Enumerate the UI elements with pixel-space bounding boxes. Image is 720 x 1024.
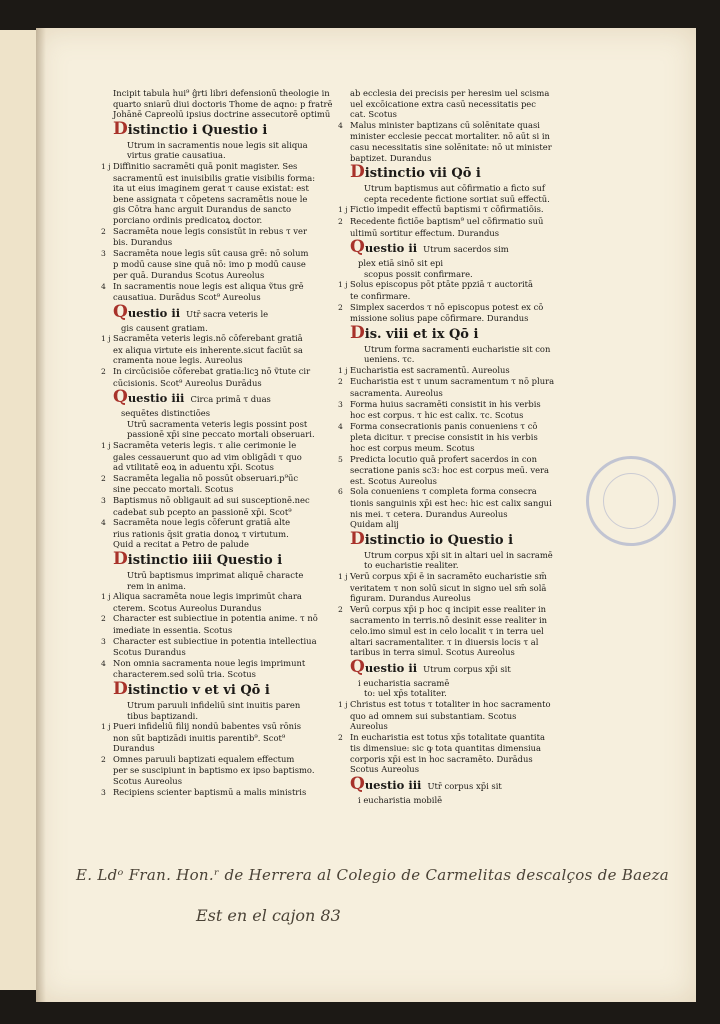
line-text: Solus episcopus pōt ptāte ppziā τ auctoritā (350, 279, 533, 290)
line-text: altari sacramentaliter. τ in diuersis locis τ al (350, 636, 539, 647)
line-text: imediate in essentia. Scotus (113, 624, 233, 635)
margin-numeral: 4 (101, 281, 106, 291)
line-text: causatiua. Durādus Scot⁹ Aureolus (113, 292, 261, 303)
heading-text: uestio iii (127, 391, 185, 406)
line-text: Aliqua sacramēta noue legis imprimūt chara (113, 591, 302, 602)
line-text: figuram. Durandus Aureolus (350, 593, 471, 604)
line-text: gales cessauerunt quo ad vim obligādi τ quo (113, 451, 302, 462)
line-text: bis. Durandus (113, 237, 173, 248)
rubricated-initial: D (350, 162, 365, 183)
handwritten-ownership-note: E. Ldᵒ Fran. Hon.ʳ de Herrera al Colegio de Carmelitas descalços de Baeza (76, 866, 670, 884)
heading-text: istinctio i Questio i (127, 122, 268, 138)
line-text: Recipiens scienter baptismū a malis ministris (113, 786, 307, 797)
text-line (350, 258, 572, 269)
margin-numeral: 5 (338, 454, 343, 464)
text-line (350, 269, 572, 280)
text-line (113, 408, 335, 419)
text-line (350, 228, 572, 239)
heading-note: Circa primā τ duas (190, 394, 271, 405)
line-text: Sacramēta noue legis sūt causa grē: nō solum (113, 247, 309, 258)
text-line (350, 131, 572, 142)
line-text: Malus minister baptizans cū solēnitate quasi (350, 119, 540, 130)
heading-note: Utrum sacerdos sim (423, 244, 509, 255)
text-line (350, 183, 572, 194)
heading-text: is. viii et ix Qō i (364, 326, 479, 342)
text-line (338, 215, 572, 228)
margin-numeral: 1 j (338, 280, 348, 290)
line-text: p modū cause sine quā nō: imo p modū cause (113, 259, 306, 270)
section-heading (350, 528, 572, 549)
line-text: Durandus (113, 743, 155, 754)
margin-numeral: 1 j (338, 699, 348, 709)
line-text: Verū corpus xp̄i ē in sacramēto eucharistie sm̄ (350, 570, 547, 581)
section-heading (350, 164, 572, 182)
text-line (350, 354, 572, 365)
text-line (101, 472, 335, 485)
text-line (338, 301, 572, 314)
text-line (113, 700, 335, 711)
text-line (113, 237, 335, 248)
line-text: per se suscipiunt in baptismo ex ipso baptismo. (113, 765, 315, 776)
line-text: Fictio impedit effectū baptismi τ cōfirmatiōis. (350, 204, 544, 215)
line-text: i eucharistia mobilē (358, 795, 443, 806)
text-line (113, 259, 335, 270)
line-text: Predicta locutio quā profert sacerdos in con (350, 453, 537, 464)
line-text: ab ecclesia dei precisis per heresim uel scisma (350, 88, 550, 98)
text-line (113, 669, 335, 680)
text-line (101, 635, 335, 648)
text-line (113, 765, 335, 776)
margin-numeral: 3 (101, 636, 106, 646)
margin-numeral: 1 j (101, 161, 111, 171)
text-line (350, 550, 572, 561)
text-line (350, 443, 572, 454)
text-line (113, 173, 335, 184)
line-text: Utrum corpus xp̄i sit in altari uel in sacramē (364, 549, 553, 560)
line-text: cepta recedente fictione sortiat suū effectū. (364, 193, 550, 204)
section-heading (113, 118, 335, 139)
line-text: secratione panis sc3: hoc est corpus meū. vera (350, 465, 550, 476)
heading-text: uestio ii (364, 241, 418, 256)
text-line (338, 376, 572, 388)
text-line (350, 711, 572, 722)
line-text: Omnes paruuli baptizati equalem effectum (113, 753, 295, 764)
margin-numeral: 2 (338, 377, 343, 387)
line-text: veritatem τ non solū sicut in signo uel sm̄ solā (350, 582, 547, 593)
line-text: corporis xp̄i est in hoc sacramēto. Durādus (350, 753, 533, 764)
text-line (350, 509, 572, 520)
line-text: Scotus Aureolus (113, 776, 183, 787)
margin-numeral: 1 j (101, 722, 111, 732)
line-text: Diffinitio sacramēti quā ponit magister. Ses (113, 160, 298, 171)
rubricated-initial: D (113, 548, 128, 569)
heading-text: istinctio iiii Questio i (127, 552, 283, 568)
line-text: ueniens. τc. (364, 354, 415, 365)
margin-numeral: 3 (101, 248, 106, 258)
section-heading (350, 656, 572, 677)
text-line (350, 410, 572, 421)
gutter-shadow (36, 28, 46, 1002)
handwritten-shelf-note: Est en el cajon 83 (196, 906, 341, 925)
margin-numeral: 6 (338, 487, 343, 497)
line-text: sequētes distinctiōes (121, 408, 211, 419)
section-heading (350, 776, 572, 794)
line-text: porciano ordinis predicatoꝝ doctor. (113, 214, 263, 225)
heading-text: istinctio vii Qō i (364, 166, 481, 182)
line-text: Sacramēta legalia nō possūt obseruari.p⁹ūc (113, 472, 299, 483)
text-line (338, 453, 572, 466)
text-line (113, 429, 335, 440)
rubricated-initial: D (350, 322, 365, 343)
line-text: Quidam alij (350, 519, 399, 530)
line-text: Sacramēta noue legis consistūt in rebus τ ver (113, 225, 308, 236)
line-text: Pueri infideliū filij nondū babentes vsū rōnis (113, 721, 302, 732)
text-line (338, 486, 572, 498)
text-line (350, 313, 572, 324)
text-line (101, 721, 335, 733)
line-text: Forma consecrationis panis conueniens τ cō (350, 420, 538, 431)
line-text: celo.imo simul est in celo localit τ in terra uel (350, 625, 544, 636)
text-line (101, 591, 335, 603)
line-text: to: uel xp̄s totaliter. (364, 688, 447, 699)
text-line (350, 344, 572, 355)
line-text: uel excōicatione extra casū necessitatis pec (350, 98, 536, 109)
text-line (101, 280, 335, 293)
line-text: Sacramēta noue legis cōferunt gratiā alte (113, 517, 291, 528)
line-text: Christus est totus τ totaliter in hoc sacramento (350, 698, 551, 709)
text-line (113, 711, 335, 722)
text-line (101, 247, 335, 260)
text-line (338, 364, 572, 377)
line-text: Simplex sacerdos τ nō episcopus potest ex cō (350, 301, 544, 312)
line-text: ita ut eius imaginem gerat τ cause existat: est (113, 183, 309, 194)
text-line (350, 291, 572, 302)
text-line (113, 419, 335, 430)
text-line (350, 560, 572, 571)
heading-text: uestio ii (127, 305, 181, 320)
text-line (350, 109, 572, 120)
text-line (101, 160, 335, 173)
text-line (338, 570, 572, 583)
rubricated-initial: Q (113, 301, 128, 322)
text-line (113, 99, 335, 110)
text-line (113, 323, 335, 334)
margin-numeral: 4 (338, 120, 343, 130)
line-text: est. Scotus Aureolus (350, 475, 437, 486)
text-line (101, 517, 335, 529)
line-text: baptizet. Durandus (350, 152, 432, 163)
text-line (101, 657, 335, 670)
text-line (338, 398, 572, 411)
text-line (113, 539, 335, 550)
margin-numeral: 3 (101, 496, 106, 505)
line-text: missione solius pape cōfirmare. Durandus (350, 313, 529, 324)
margin-numeral: 1 j (101, 441, 111, 451)
margin-numeral: 2 (101, 473, 106, 483)
text-line (113, 484, 335, 495)
line-text: Utrum baptismus aut cōfirmatio a ficto suf (364, 183, 545, 194)
line-text: virtus gratie causatiua. (127, 150, 226, 161)
text-line (113, 270, 335, 281)
text-line (338, 119, 572, 132)
text-line (113, 183, 335, 194)
left-text-column (101, 88, 335, 798)
line-text: cadebat sub pcepto an passionē xp̄i. Scot⁹ (113, 506, 292, 517)
line-text: gis Cōtra hanc arguit Durandus de sancto (113, 204, 292, 215)
line-text: Eucharistia est τ unum sacramentum τ nō plura (350, 376, 555, 387)
line-text: hoc est corpus meum. Scotus (350, 443, 475, 454)
text-line (350, 88, 572, 99)
line-text: per quā. Durandus Scotus Aureolus (113, 269, 265, 280)
text-line (113, 507, 335, 518)
line-text: Scotus Aureolus (350, 764, 420, 775)
rubricated-initial: Q (113, 387, 128, 408)
text-line (350, 583, 572, 594)
line-text: Johānē Capreolū ipsius doctrine assecutorē optimū (113, 109, 331, 120)
margin-numeral: 2 (101, 754, 106, 764)
text-line (350, 142, 572, 153)
margin-numeral: 4 (101, 518, 106, 528)
line-text: passionē xp̄i sine peccato mortali obseruari. (127, 429, 315, 440)
text-line (113, 570, 335, 581)
line-text: ultimū sortitur effectum. Durandus (350, 227, 500, 238)
line-text: casu necessitatis sine solēnitate: nō ut minister (350, 141, 552, 152)
line-text: Verū corpus xp̄i p hoc q incipit esse realiter in (350, 603, 547, 614)
line-text: tionis sanguinis xp̄i est hec: hic est calix sangui (350, 498, 552, 508)
margin-numeral: 2 (338, 302, 343, 312)
text-line (101, 225, 335, 238)
line-text: i eucharistia sacramē (358, 677, 450, 688)
line-text: Utrū sacramenta veteris legis possint post (127, 418, 308, 429)
text-line (350, 615, 572, 626)
text-line (350, 153, 572, 164)
heading-text: istinctio io Questio i (364, 532, 514, 548)
line-text: characterem.sed solū tria. Scotus (113, 669, 256, 680)
line-text: plex etiā sinō sit epi (358, 258, 444, 269)
text-line (350, 476, 572, 487)
line-text: cramenta noue legis. Aureolus (113, 355, 243, 366)
text-line (350, 519, 572, 530)
text-line (350, 678, 572, 689)
section-heading (113, 678, 335, 699)
line-text: tibus baptizandi. (127, 710, 199, 721)
text-line (338, 279, 572, 291)
line-text: Aureolus (350, 721, 388, 732)
text-line (113, 355, 335, 366)
line-text: quarto sniarū diui doctoris Thome de aqno: p fratrē (113, 98, 333, 109)
rubricated-initial: D (113, 678, 128, 699)
text-line (338, 420, 572, 433)
text-line (113, 345, 335, 356)
line-text: Recedente fictiōe baptism⁹ uel cōfirmatio suū (350, 215, 544, 226)
rubricated-initial: D (113, 118, 128, 139)
text-line (113, 647, 335, 658)
line-text: tis dimensiue: sic ꝙ tota quantitas dimensiua (350, 743, 542, 754)
line-text: Character est subiectiue in potentia anime. τ nō (113, 613, 318, 624)
margin-numeral: 3 (338, 399, 343, 409)
line-text: Incipit tabula hui⁹ ĝrti libri defensionū theologie in (113, 88, 330, 98)
line-text: te confirmare. (350, 290, 411, 301)
line-text: ex aliqua virtute eis inherente.sicut faciūt sa (113, 344, 303, 355)
text-line (350, 688, 572, 699)
line-text: minister ecclesie peccat mortaliter. nō aūt si in (350, 131, 550, 142)
line-text: Sola conueniens τ completa forma consecra (350, 486, 537, 497)
line-text: Eucharistia est sacramentū. Aureolus (350, 364, 510, 375)
line-text: Utrum in sacramentis noue legis sit aliqua (127, 139, 308, 150)
line-text: Utrū baptismus imprimat aliquē characte (127, 569, 304, 580)
text-line (350, 626, 572, 637)
margin-numeral: 2 (338, 216, 343, 226)
text-line (338, 698, 572, 711)
margin-numeral: 1 j (101, 592, 111, 602)
line-text: sacramentū est inuisibilis gratie visibilis forma: (113, 172, 316, 183)
text-line (101, 440, 335, 452)
section-heading (113, 301, 335, 322)
margin-numeral: 2 (101, 226, 106, 236)
text-line (113, 215, 335, 226)
text-line (113, 625, 335, 636)
rubricated-initial: Q (350, 774, 365, 795)
line-text: sacramenta. Aureolus (350, 388, 443, 399)
text-line (350, 194, 572, 205)
line-text: Character est subiectiue in potentia intellectiua (113, 635, 317, 646)
text-line (101, 786, 335, 799)
line-text: gis causent gratiam. (121, 322, 208, 333)
right-text-column (338, 88, 572, 806)
line-text: Quid a recitat a Petro de palude (113, 539, 249, 550)
margin-numeral: 1 j (338, 205, 348, 215)
line-text: Sacramēta veteris legis.nō cōferebant gratiā (113, 333, 303, 344)
heading-note: Utr̄ corpus xp̄i sit (427, 781, 502, 792)
section-heading (350, 239, 572, 257)
text-line (113, 378, 335, 389)
heading-note: Utr̄ sacra veteris le (186, 308, 269, 319)
section-heading (113, 548, 335, 569)
text-line (338, 204, 572, 216)
text-line (350, 498, 572, 509)
heading-text: uestio ii (364, 660, 418, 675)
text-line (113, 529, 335, 540)
text-line (113, 150, 335, 161)
section-heading (113, 389, 335, 407)
line-text: cterem. Scotus Aureolus Durandus (113, 602, 262, 613)
heading-note: Utrum corpus xp̄i sit (423, 663, 511, 674)
text-line (350, 795, 572, 806)
margin-numeral: 4 (338, 421, 343, 431)
text-line (101, 333, 335, 345)
text-line (350, 637, 572, 648)
text-line (350, 99, 572, 110)
text-line (113, 581, 335, 592)
line-text: to eucharistie realiter. (364, 560, 459, 571)
line-text: Utrum forma sacramenti eucharistie sit con (364, 343, 551, 354)
section-heading (350, 322, 572, 343)
text-line (113, 140, 335, 151)
text-line (113, 776, 335, 787)
line-text: Baptismus nō obligauit ad sui susceptionē.nec (113, 495, 310, 505)
heading-text: uestio iii (364, 778, 422, 793)
text-line (338, 731, 572, 744)
line-text: pleta dicitur. τ precise consistit in his verbis (350, 432, 538, 443)
text-line (113, 452, 335, 463)
margin-numeral: 4 (101, 658, 106, 668)
text-line (113, 743, 335, 754)
line-text: Sacramēta veteris legis. τ alie cerimonie le (113, 440, 297, 451)
line-text: Non omnia sacramenta noue legis imprimunt (113, 657, 306, 668)
text-line (350, 754, 572, 765)
library-stamp (586, 456, 676, 546)
previous-page-edge (0, 30, 41, 990)
text-line (101, 753, 335, 766)
line-text: Scotus Durandus (113, 647, 186, 658)
margin-numeral: 3 (101, 787, 106, 797)
text-line (350, 465, 572, 476)
line-text: hoc est corpus. τ hic est calix. τc. Scotus (350, 410, 524, 421)
text-line (113, 194, 335, 205)
text-line (113, 603, 335, 614)
line-text: scopus possit confirmare. (364, 268, 473, 279)
line-text: non sūt baptizādi inuitis parentib⁹. Scot⁹ (113, 732, 286, 743)
text-line (338, 603, 572, 616)
line-text: quo ad omnem sui substantiam. Scotus (350, 710, 517, 721)
text-line (113, 109, 335, 120)
text-line (113, 88, 335, 99)
margin-numeral: 1 j (338, 365, 348, 375)
line-text: Forma huius sacramēti consistit in his verbis (350, 398, 541, 409)
margin-numeral: 2 (101, 614, 106, 624)
text-line (113, 733, 335, 744)
text-line (350, 743, 572, 754)
line-text: In eucharistia est totus xp̄s totalitate quantita (350, 731, 545, 742)
line-text: rius rationis q̄sit gratia donoꝝ τ virtutum. (113, 528, 289, 539)
rubricated-initial: Q (350, 237, 365, 258)
text-line (350, 647, 572, 658)
text-line (113, 204, 335, 215)
rubricated-initial: D (350, 528, 365, 549)
margin-numeral: 2 (338, 732, 343, 742)
text-line (350, 721, 572, 732)
text-line (101, 613, 335, 625)
text-line (350, 432, 572, 443)
line-text: bene assignata τ cōpetens sacramētis noue le (113, 193, 308, 204)
text-line (350, 593, 572, 604)
text-line (113, 292, 335, 303)
heading-text: istinctio v et vi Qō i (127, 682, 270, 698)
line-text: sacramento in terris.nō desinit esse realiter in (350, 615, 548, 626)
line-text: In circūcisiōe cōferebat gratia:licꝫ nō ṽtute cir (113, 366, 311, 377)
margin-numeral: 1 j (338, 571, 348, 581)
margin-numeral: 2 (101, 367, 106, 377)
text-line (350, 764, 572, 775)
line-text: In sacramentis noue legis est aliqua ṽtus grē (113, 280, 304, 291)
margin-numeral: 1 j (101, 334, 111, 344)
text-line (101, 495, 335, 507)
text-line (113, 462, 335, 473)
line-text: cūcisionis. Scot⁹ Aureolus Durādus (113, 377, 262, 388)
margin-numeral: 2 (338, 604, 343, 614)
line-text: Utrum paruuli infideliū sint inuitis paren (127, 699, 301, 710)
line-text: taribus in terra simul. Scotus Aureolus (350, 647, 515, 658)
text-line (101, 366, 335, 378)
text-line (350, 388, 572, 399)
line-text: rem in anima. (127, 580, 186, 591)
line-text: nis mei. τ cetera. Durandus Aureolus (350, 508, 508, 519)
line-text: cat. Scotus (350, 109, 397, 120)
line-text: ad vtilitatē eoꝝ in aduentu xp̄i. Scotus (113, 462, 274, 473)
rubricated-initial: Q (350, 656, 365, 677)
line-text: sine peccato mortali. Scotus (113, 484, 234, 495)
